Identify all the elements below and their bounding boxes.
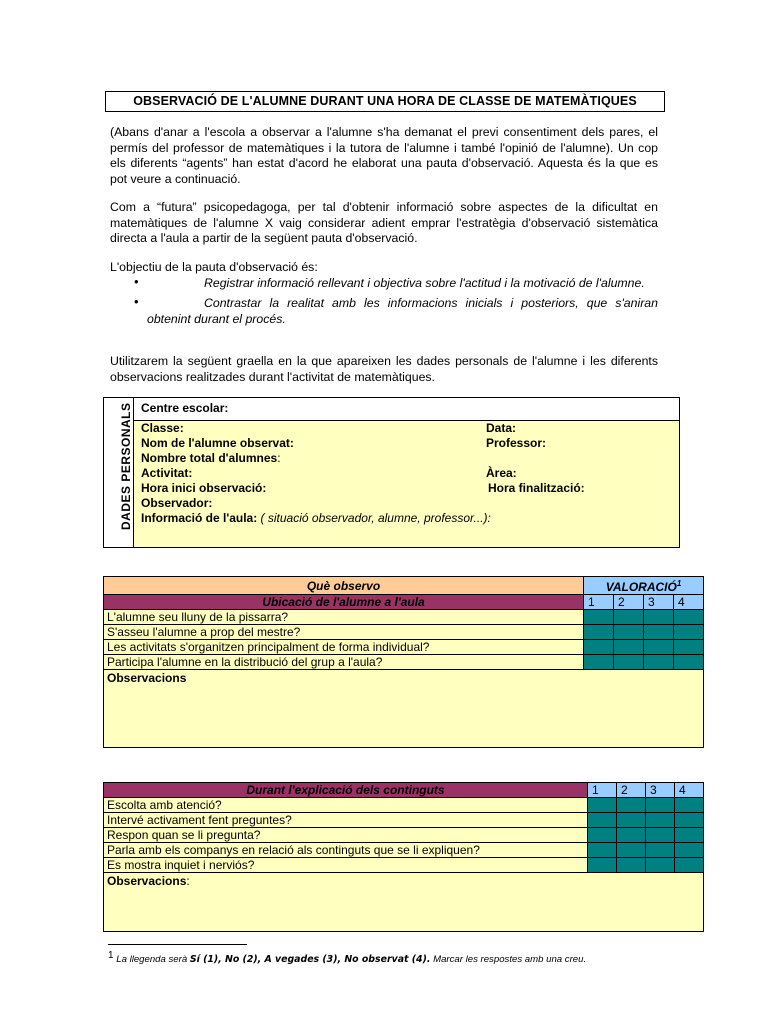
rating-cell[interactable] [675, 813, 704, 828]
table-row [104, 843, 704, 858]
rating-cell[interactable] [644, 625, 674, 640]
table-header-what: Què observo [104, 577, 584, 595]
rating-cell[interactable] [614, 655, 644, 670]
footnote-legend: Sí (1), No (2), A vegades (3), No observat (4). [189, 954, 431, 965]
rating-cell[interactable] [646, 828, 675, 843]
outro-paragraph: Utilitzarem la següent graella en la que apareixen les dades personals de l'alumne i les diferents observacions realitzades durant l'activitat de matemàtiques. [110, 354, 658, 384]
rating-cell[interactable] [584, 625, 614, 640]
table-row [104, 858, 704, 873]
observation-table-explanation [103, 782, 704, 932]
scale-2: 2 [617, 783, 646, 798]
table-row [104, 798, 704, 813]
class-field: Classe: [141, 421, 184, 435]
rating-cell[interactable] [675, 858, 704, 873]
list-item: • Registrar informació rellevant i objectiva sobre l'actitud i la motivació de l'alumne. [134, 274, 645, 290]
intro-paragraph-1: (Abans d'anar a l'escola a observar a l'alumne s'ha demanat el previ consentiment dels pares, el permís del professor de matemàtiques i la tutora de l'alumne i també l'opinió de l'alumne). Un cop els diferents “agents” han estat d'acord he elaborat una pauta d'observació. Aquesta és la que es pot veure a continuació. [110, 125, 658, 186]
section-header-location: Ubicació de l'alumne a l'aula [104, 595, 584, 610]
rating-cell[interactable] [674, 640, 704, 655]
personal-data-label: DADES PERSONALS [119, 402, 133, 530]
question-cell: Intervé activament fent preguntes? [104, 813, 588, 828]
personal-data-box [103, 397, 680, 548]
rating-cell[interactable] [646, 843, 675, 858]
question-cell: S'asseu l'alumne a prop del mestre? [104, 625, 584, 640]
question-cell: Les activitats s'organitzen principalment de forma individual? [104, 640, 584, 655]
personal-data-side [104, 398, 134, 547]
rating-cell[interactable] [617, 828, 646, 843]
observations-area[interactable]: Observacions [104, 670, 704, 748]
table-row [104, 610, 704, 625]
observer-field: Observador: [141, 496, 213, 510]
question-cell: Escolta amb atenció? [104, 798, 588, 813]
table-row [104, 828, 704, 843]
table-row [104, 625, 704, 640]
teacher-field: Professor: [486, 436, 547, 450]
scale-2: 2 [614, 595, 644, 610]
rating-cell[interactable] [617, 798, 646, 813]
intro-paragraph-2: Com a “futura” psicopedagoga, per tal d'obtenir informació sobre aspectes de la dificultat en matemàtiques de l'alumne X vaig considerar adient emprar l'estratègia d'observació sistemàtica directa a l'aula a partir de la següent pauta d'observació. [110, 200, 658, 246]
section-header-explanation: Durant l'explicació dels continguts [104, 783, 588, 798]
rating-cell[interactable] [675, 828, 704, 843]
rating-cell[interactable] [588, 828, 617, 843]
footnote: $^1$ La llegenda serà Sí (1), No (2), A vegades (3), No observat (4). Marcar les respostes amb una creu. [108, 950, 587, 965]
objective-list [110, 275, 658, 327]
rating-cell[interactable] [588, 813, 617, 828]
scale-4: 4 [675, 783, 704, 798]
scale-1: 1 [588, 783, 617, 798]
start-time-field: Hora inici observació: [141, 481, 267, 495]
rating-cell[interactable] [617, 813, 646, 828]
rating-cell[interactable] [588, 798, 617, 813]
list-item: • Contrastar la realitat amb les informacions inicials i posteriors, que s'aniran obtenint durant el procés. [134, 294, 658, 326]
rating-cell[interactable] [584, 610, 614, 625]
question-cell: Es mostra inquiet i nerviós? [104, 858, 588, 873]
table-header-rating: VALORACIÓ$^1$ [584, 577, 704, 595]
document-title: OBSERVACIÓ DE L'ALUMNE DURANT UNA HORA DE CLASSE DE MATEMÀTIQUES [105, 91, 665, 112]
question-cell: L'alumne seu lluny de la pissarra? [104, 610, 584, 625]
question-cell: Respon quan se li pregunta? [104, 828, 588, 843]
rating-cell[interactable] [588, 858, 617, 873]
end-time-field: Hora finalització: [488, 481, 585, 495]
student-name-field: Nom de l'alumne observat: [141, 436, 294, 450]
rating-cell[interactable] [675, 843, 704, 858]
rating-cell[interactable] [614, 610, 644, 625]
footnote-divider [108, 944, 247, 945]
scale-3: 3 [644, 595, 674, 610]
classroom-info-field: Informació de l'aula: ( situació observador, alumne, professor...): [141, 511, 491, 525]
observation-table-location [103, 576, 704, 748]
rating-cell[interactable] [614, 640, 644, 655]
rating-cell[interactable] [584, 655, 614, 670]
rating-cell[interactable] [675, 798, 704, 813]
rating-cell[interactable] [644, 640, 674, 655]
personal-data-fields [134, 421, 679, 547]
question-cell: Parla amb els companys en relació als continguts que se li expliquen? [104, 843, 588, 858]
table-row [104, 655, 704, 670]
footnote-mark: 1 [108, 950, 114, 961]
scale-1: 1 [584, 595, 614, 610]
bullet-icon: • [134, 274, 139, 289]
scale-3: 3 [646, 783, 675, 798]
school-field: Centre escolar: [134, 398, 679, 421]
scale-4: 4 [674, 595, 704, 610]
total-students-field: Nombre total d'alumnes: [141, 451, 281, 465]
bullet-icon: • [134, 294, 139, 309]
table-row [104, 640, 704, 655]
rating-cell[interactable] [617, 843, 646, 858]
rating-cell[interactable] [674, 610, 704, 625]
objective-intro: L'objectiu de la pauta d'observació és: [110, 260, 318, 274]
rating-cell[interactable] [588, 843, 617, 858]
rating-cell[interactable] [614, 625, 644, 640]
rating-cell[interactable] [646, 798, 675, 813]
rating-cell[interactable] [646, 813, 675, 828]
rating-cell[interactable] [617, 858, 646, 873]
date-field: Data: [486, 421, 517, 435]
question-cell: Participa l'alumne en la distribució del grup a l'aula? [104, 655, 584, 670]
area-field: Àrea: [486, 466, 517, 480]
rating-cell[interactable] [674, 625, 704, 640]
rating-cell[interactable] [644, 610, 674, 625]
rating-cell[interactable] [674, 655, 704, 670]
rating-cell[interactable] [584, 640, 614, 655]
rating-cell[interactable] [644, 655, 674, 670]
table-row [104, 813, 704, 828]
activity-field: Activitat: [141, 466, 193, 480]
rating-cell[interactable] [646, 858, 675, 873]
observations-area[interactable]: Observacions: [104, 873, 704, 932]
